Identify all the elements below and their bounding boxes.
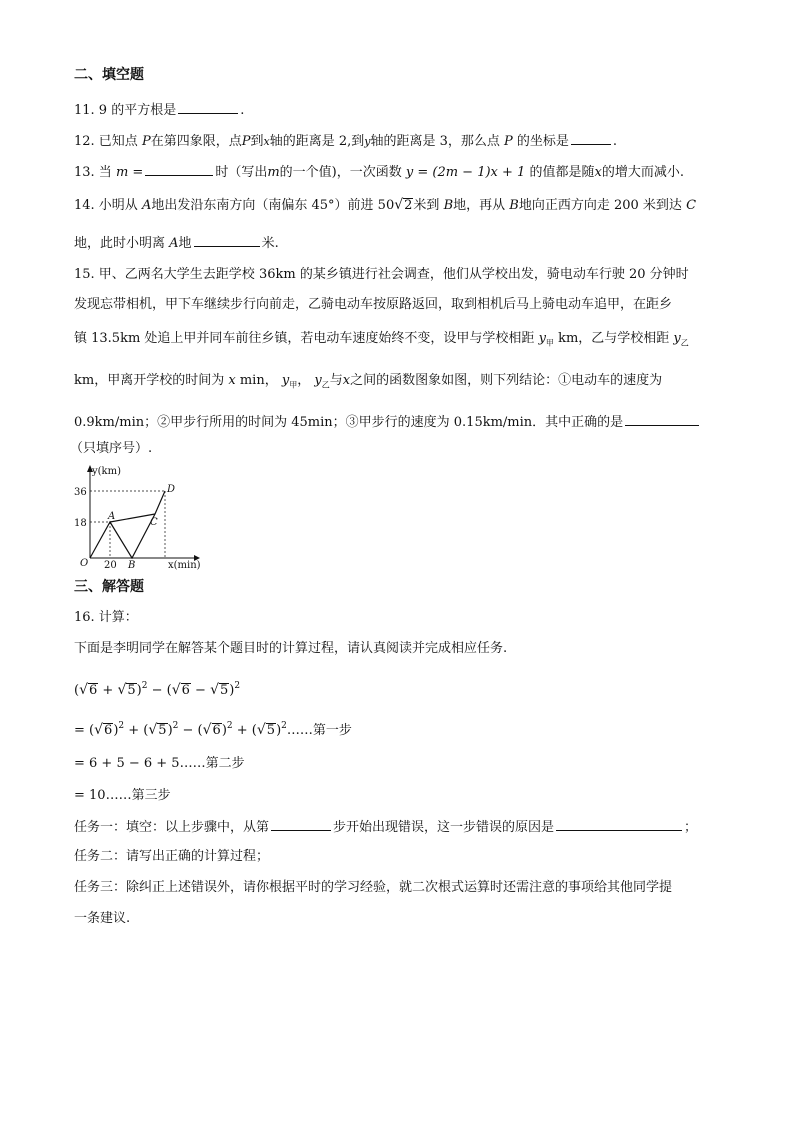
q15-var-y-jia: y <box>538 331 546 346</box>
q13-answer-blank[interactable] <box>145 162 213 176</box>
s1e3: 2 <box>226 721 233 731</box>
q12-p2: 到 <box>250 134 264 149</box>
section-heading-fill-blank: 二、填空题 <box>74 67 144 83</box>
q15-l4a: km，甲离开学校的时间为 <box>74 373 225 388</box>
q14-radicand: 2 <box>404 198 413 213</box>
question-14-line-1 <box>74 196 696 215</box>
section-heading-solve: 三、解答题 <box>74 579 144 595</box>
q14-var-A2: A <box>169 236 179 251</box>
q14-l1e: 地向正西方向走 200 米到达 <box>518 198 682 213</box>
sqrt-sign-icon: √ <box>394 197 404 213</box>
q12-var-P2: P <box>241 134 251 149</box>
q15-l3b: km，乙与学校相距 <box>558 331 670 346</box>
sqrt-icon: √ <box>210 682 219 698</box>
q13-mid2: 的一个值)，一次函数 <box>279 165 402 180</box>
exp-b: 2 <box>234 681 241 691</box>
q15-l5: 0.9km/min；②甲步行所用的时间为 45min；③甲步行的速度为 0.15km/min．其中正确的是 <box>74 415 624 430</box>
q16-title: 16. 计算： <box>74 610 138 625</box>
q12-end: . <box>612 134 618 149</box>
q12-var-P: P <box>141 134 151 149</box>
q14-coef: 50 <box>377 198 395 213</box>
q16-step2-label: ……第二步 <box>179 756 245 771</box>
task1-reason-blank[interactable] <box>556 817 682 831</box>
q13-pre: 13. 当 <box>74 165 112 180</box>
q15-l4c: 与 <box>329 373 343 388</box>
jia-walk-path <box>110 514 155 522</box>
q15-line-4: km，甲离开学校的时间为 x min， $y_甲$， $y_乙$与x之间的函数图象如图，则下列结论：①电动车的速度为 <box>74 373 663 390</box>
q15-l3a: 镇 13.5km 处追上甲并同车前往乡镇，若电动车速度始终不变，设甲与学校相距 <box>74 331 535 346</box>
tick-36: 36 <box>74 487 87 498</box>
q16-step1-label: ……第一步 <box>286 723 352 738</box>
q16-task-3-line-1: 任务三：除纠正上述错误外，请你根据平时的学习经验，就二次根式运算时还需注意的事项给其他同学提 <box>74 880 673 895</box>
q16-step3-expr: = 10 <box>74 788 106 803</box>
q15-line-5 <box>74 412 701 432</box>
q14-var-B2: B <box>509 198 519 213</box>
q11-text: 11. 9 的平方根是 <box>74 103 177 118</box>
q14-l1b: 地出发沿东南方向（南偏东 45°）前进 <box>151 198 374 213</box>
point-D-label: D <box>167 484 176 495</box>
q12-pre: 12. 已知点 <box>74 134 138 149</box>
q16-intro: 下面是李明同学在解答某个题目时的计算过程，请认真阅读并完成相应任务. <box>74 641 508 656</box>
q15-l4d: 之间的函数图象如图，则下列结论：①电动车的速度为 <box>350 373 663 388</box>
point-A-label: A <box>108 511 116 522</box>
q14-l1a: 14. 小明从 <box>74 198 138 213</box>
q14-l2b: 地 <box>178 236 192 251</box>
x-axis-label: x(min) <box>168 560 201 571</box>
q15-sub-yi2: 乙 <box>321 380 330 390</box>
q15-var-y-jia2: y <box>281 373 290 388</box>
sqrt-icon: √ <box>202 722 212 738</box>
q15-sub-jia: 甲 <box>545 338 554 348</box>
sqrt-icon: √ <box>117 682 127 698</box>
r6b: 6 <box>181 683 190 698</box>
q12-var-P3: P <box>504 134 513 149</box>
q15-line-6: （只填序号）. <box>70 441 153 456</box>
sqrt-icon: √ <box>256 722 266 738</box>
s1r3: 6 <box>212 723 221 738</box>
q12-p5: 的坐标是 <box>516 134 569 149</box>
s1e4: 2 <box>281 721 287 731</box>
q16-step-2 <box>74 755 245 773</box>
r5b: 5 <box>220 683 229 698</box>
sqrt-icon: √ <box>79 682 88 698</box>
question-11 <box>74 100 244 120</box>
q13-var-x: x <box>594 165 602 180</box>
exp-a: 2 <box>141 681 148 691</box>
task1-step-blank[interactable] <box>271 817 331 831</box>
q13-function: y = (2m − 1)x + 1 <box>405 165 526 180</box>
r6a: 6 <box>89 683 98 698</box>
task1-b: 步开始出现错误，这一步错误的原因是 <box>333 820 555 835</box>
q16-step2-expr: = 6 + 5 − 6 + 5 <box>74 756 180 771</box>
q15-sub-yi: 乙 <box>680 338 689 348</box>
s1r4: 5 <box>266 723 276 738</box>
q15-line-1: 15. 甲、乙两名大学生去距学校 36km 的某乡镇进行社会调查，他们从学校出发，骑电动车行驶 20 分钟时 <box>74 267 689 282</box>
sqrt-icon: √ <box>148 722 158 738</box>
q16-expression: $(√6 + √5)^2 - (√6 - √5)^2$ <box>74 681 241 698</box>
task1-c: ； <box>684 820 698 835</box>
q15-var-x2: x <box>342 373 351 388</box>
s1e2: 2 <box>172 721 179 731</box>
q16-step-3 <box>74 787 171 805</box>
q14-answer-blank[interactable] <box>194 233 260 247</box>
y-axis-label: y(km) <box>92 466 121 477</box>
q12-p3: 轴的距离是 2,到 <box>269 134 365 149</box>
point-C-label: C <box>150 517 158 528</box>
sqrt-icon: √ <box>94 722 104 738</box>
s1r2: 5 <box>158 723 167 738</box>
q11-answer-blank[interactable] <box>178 100 238 114</box>
q14-l1d: 地，再从 <box>453 198 506 213</box>
q12-var-y: y <box>364 135 371 148</box>
q15-sub-jia2: 甲 <box>289 380 298 390</box>
q13-eq: m = <box>115 165 144 180</box>
s1r1: 6 <box>104 723 113 738</box>
q14-l2c: 米. <box>261 236 279 251</box>
point-B-label: B <box>128 560 136 571</box>
q15-var-y-yi: y <box>673 331 681 346</box>
q16-task-2: 任务二：请写出正确的计算过程； <box>74 849 270 864</box>
q13-mid: 时（写出 <box>215 165 268 180</box>
q15-line-3 <box>74 330 689 353</box>
q16-step3-label: ……第三步 <box>105 788 171 803</box>
q15-line-2: 发现忘带相机，甲下车继续步行向前走，乙骑电动车按原路返回，取到相机后马上骑电动车追甲，在距乡 <box>74 297 673 312</box>
q13-var-m: m <box>267 165 280 180</box>
r5a: 5 <box>127 683 136 698</box>
q13-post2: 的增大而减小. <box>601 165 684 180</box>
distance-time-graph <box>72 462 202 572</box>
q14-l2a: 地，此时小明离 <box>74 236 166 251</box>
q12-p1: 在第四象限，点 <box>150 134 242 149</box>
q15-l4b: min， <box>239 373 278 388</box>
question-12 <box>74 131 617 151</box>
question-13 <box>74 162 684 182</box>
q15-var-y-yi2: y <box>314 373 322 388</box>
q14-var-B: B <box>443 198 454 213</box>
q11-end: . <box>240 103 245 118</box>
q12-var-x: x <box>263 135 270 148</box>
q14-var-C: C <box>686 198 697 213</box>
sqrt-icon: √ <box>171 682 181 698</box>
q16-task-1 <box>74 817 697 837</box>
origin-label: O <box>80 558 89 569</box>
q12-p4: 轴的距离是 3，那么点 <box>370 134 500 149</box>
q15-answer-blank[interactable] <box>625 412 699 426</box>
q15-var-x: x <box>228 373 236 388</box>
q14-l1c: 米到 <box>413 198 440 213</box>
q14-var-A: A <box>141 198 152 213</box>
question-14-line-2 <box>74 233 279 253</box>
q16-task-3-line-2: 一条建议. <box>74 911 131 926</box>
task1-a: 任务一：填空：以上步骤中，从第 <box>74 820 270 835</box>
q13-post: 的值都是随 <box>529 165 595 180</box>
tick-20: 20 <box>104 560 117 571</box>
q16-step-1: = $(√6)^2 + (√5)^2 - (√6)^2$ + $(√5)^2\dots\dots$第一步 <box>74 721 352 738</box>
tick-18: 18 <box>74 518 87 529</box>
q12-answer-blank[interactable] <box>571 131 611 145</box>
s1e1: 2 <box>118 721 125 731</box>
